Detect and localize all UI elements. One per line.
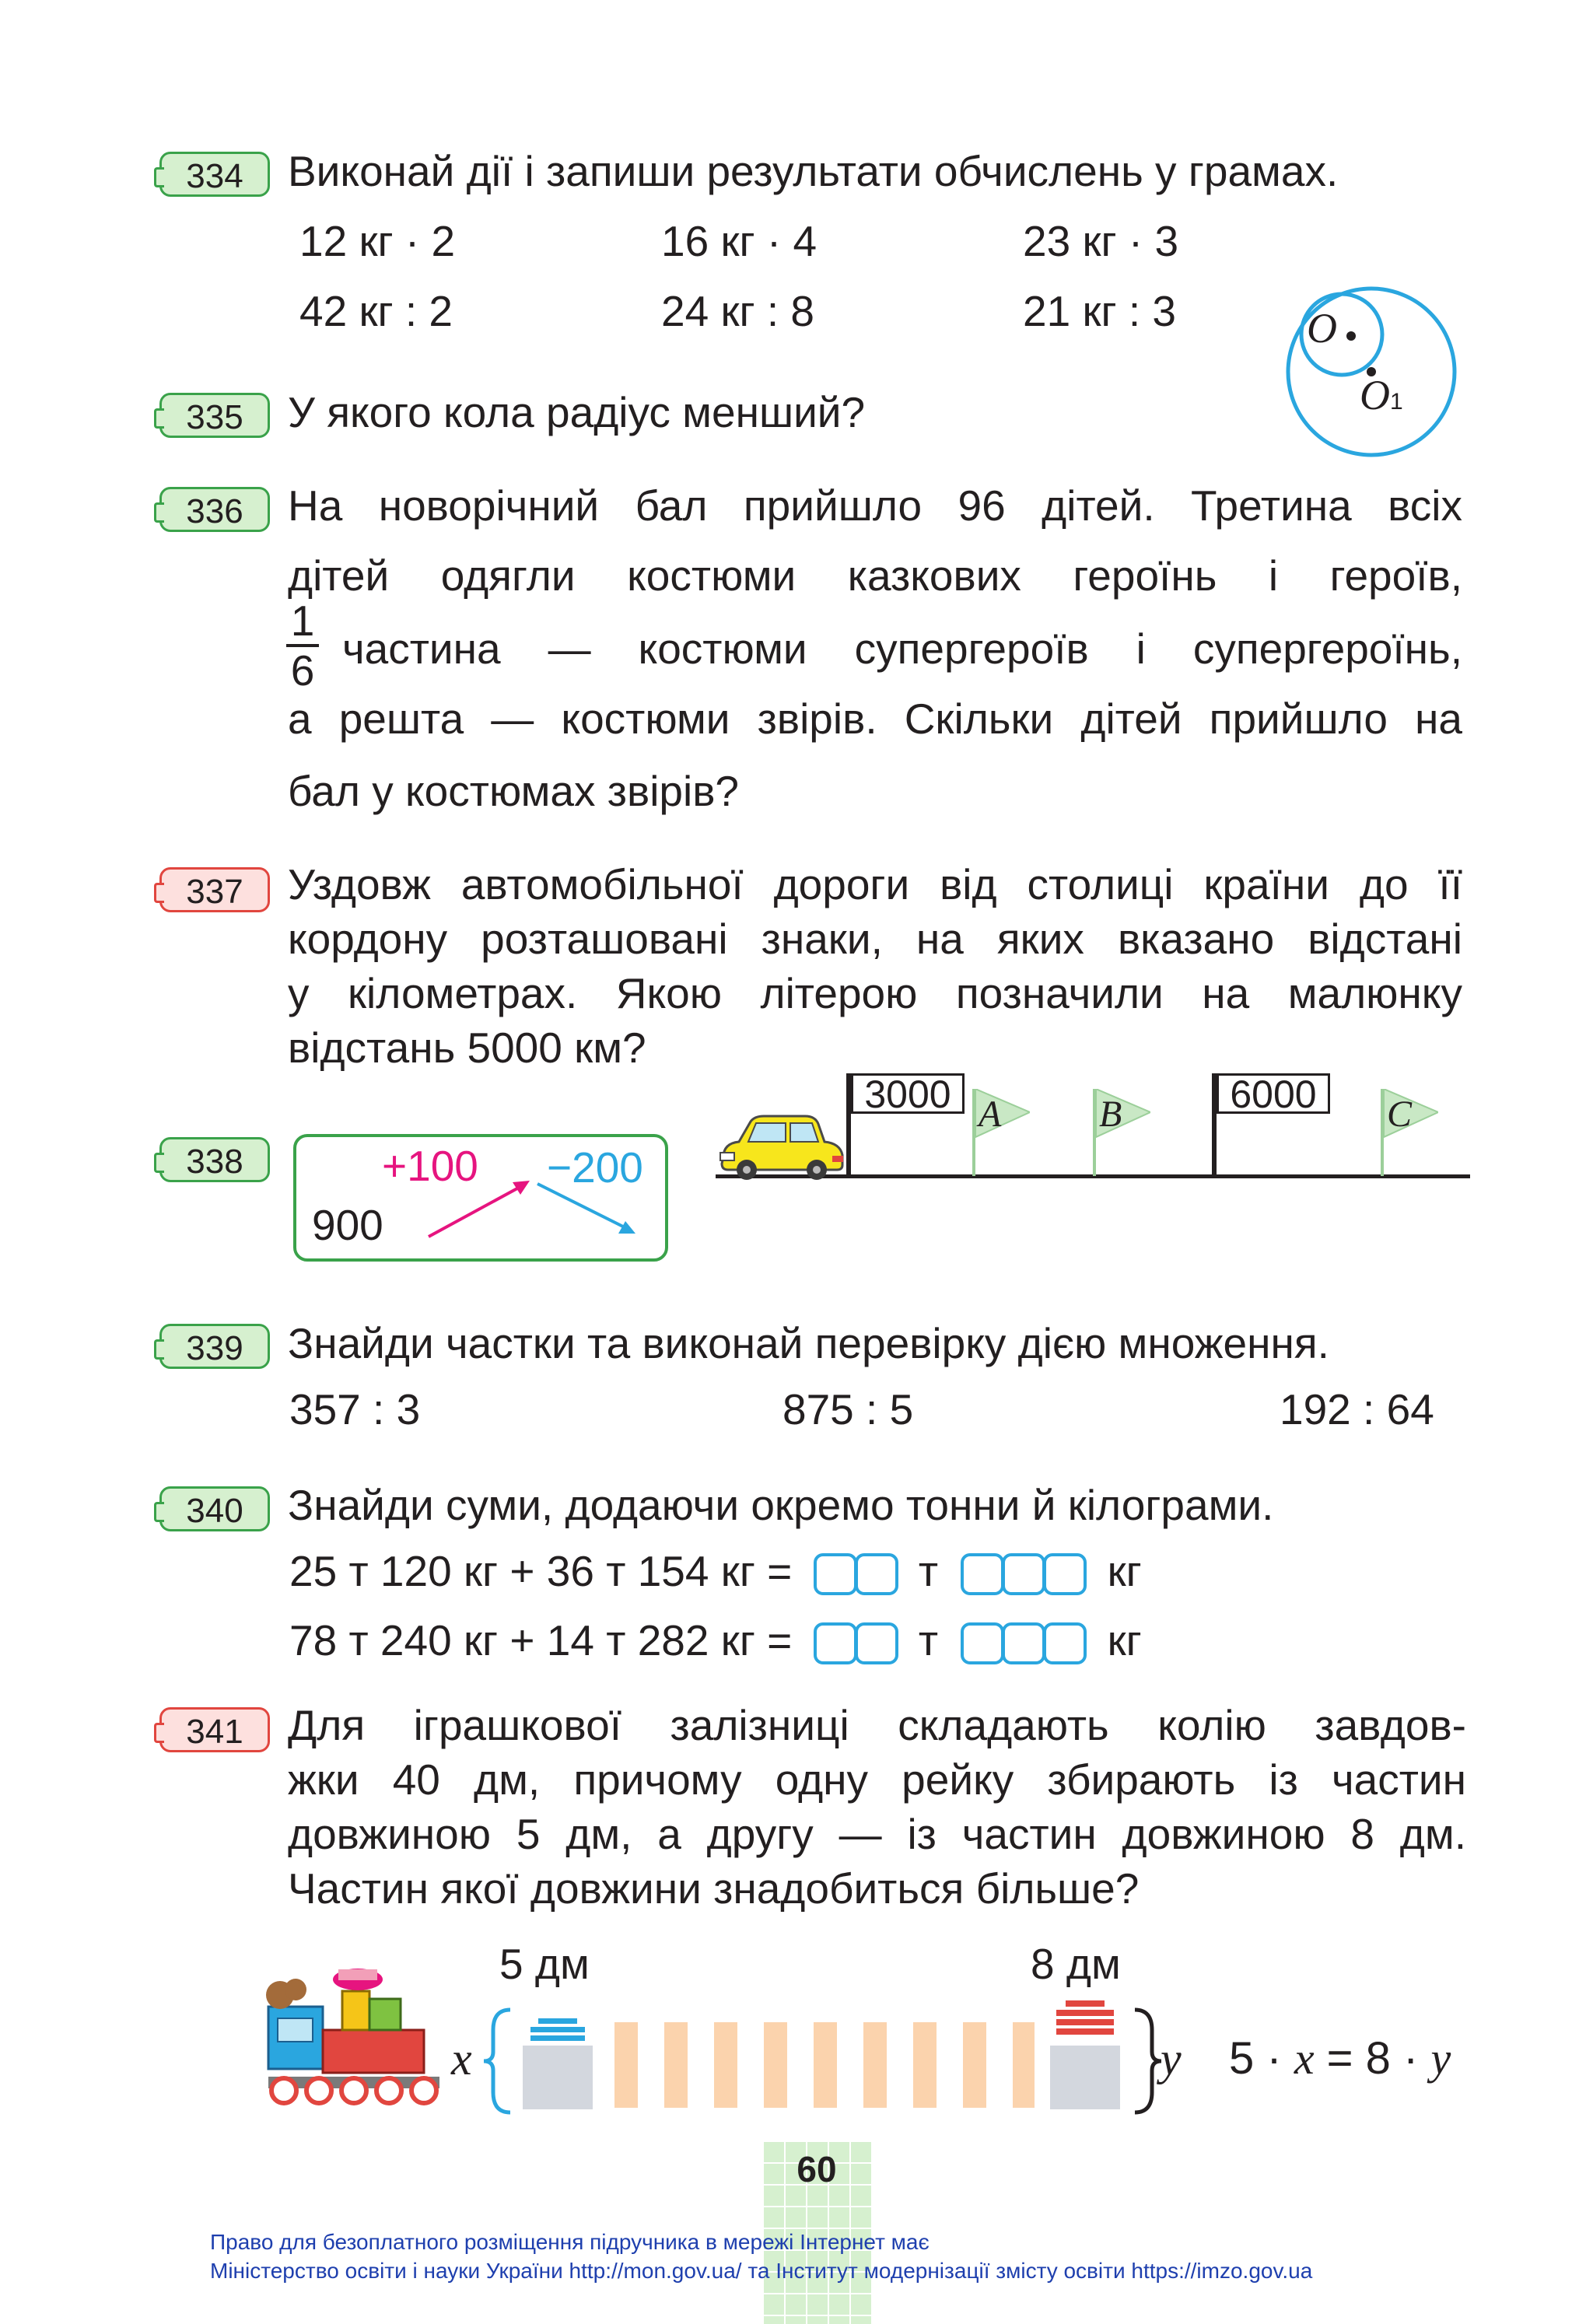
left-brace xyxy=(482,2007,513,2116)
task-number-336: 336 xyxy=(159,487,270,532)
track-block-left xyxy=(523,2046,593,2109)
label-o1-sub: 1 xyxy=(1390,389,1403,415)
sign-3000: 3000 xyxy=(851,1073,965,1114)
eq-x: x xyxy=(1294,2033,1315,2084)
expr-334-2: 16 кг · 4 xyxy=(661,217,818,265)
track-block-right xyxy=(1050,2046,1120,2109)
eq-340-1-text: 25 т 120 кг + 36 т 154 кг = xyxy=(289,1547,793,1595)
unit-kg: кг xyxy=(1107,1547,1142,1595)
unit-kg: кг xyxy=(1107,1616,1142,1664)
fraction-numerator: 1 xyxy=(290,597,315,645)
answer-box[interactable] xyxy=(1002,1553,1045,1595)
label-o1-main: O xyxy=(1360,372,1390,418)
sign-6000: 6000 xyxy=(1217,1073,1330,1114)
eq-340-1 xyxy=(289,1544,1142,1598)
sleeper xyxy=(863,2022,887,2108)
task-336-line3: частина — костюми супергероїв і супергероїнь, xyxy=(342,625,1462,673)
equation-341 xyxy=(1229,2032,1451,2086)
unit-t: т xyxy=(918,1616,939,1664)
sleeper xyxy=(764,2022,787,2108)
chain-arrows xyxy=(296,1137,671,1265)
var-y: y xyxy=(1161,2033,1182,2084)
road-figure xyxy=(716,1073,1470,1182)
answer-box[interactable] xyxy=(961,1553,1004,1595)
footer-line1: Право для безоплатного розміщення підручника в мережі Інтернет має xyxy=(210,2230,930,2254)
length-label-5dm: 5 дм xyxy=(499,1940,590,1988)
page-number: 60 xyxy=(796,2149,837,2189)
task-341-line4: Частин якої довжини знадобиться більше? xyxy=(288,1864,1140,1913)
task-337-line4: відстань 5000 км? xyxy=(288,1024,646,1072)
footer-line2: Міністерство освіти і науки України http://mon.gov.ua/ та Інститут модернізації змісту освіти https://imzo.gov.ua xyxy=(210,2259,1313,2283)
fraction-one-sixth xyxy=(286,597,319,695)
sleeper xyxy=(614,2022,638,2108)
eq-left: 5 · xyxy=(1229,2033,1294,2084)
task-336-line1: На новорічний бал прийшло 96 дітей. Третина всіх xyxy=(288,481,1462,530)
stack-5dm-icon xyxy=(530,2018,585,2043)
expr-339-3: 192 : 64 xyxy=(1280,1385,1434,1433)
task-337-line2: кордону розташовані знаки, на яких вказано відстані xyxy=(288,915,1462,963)
task-336-line4: а решта — костюми звірів. Скільки дітей прийшло на xyxy=(288,695,1462,743)
eq-mid: = 8 · xyxy=(1314,2033,1431,2084)
flag-a-label: A xyxy=(979,1094,1002,1135)
sleeper xyxy=(913,2022,937,2108)
task-number-337: 337 xyxy=(159,867,270,912)
task-337-line1: Уздовж автомобільної дороги від столиці країни до її xyxy=(288,860,1462,908)
task-340-text: Знайди суми, додаючи окремо тонни й кілограми. xyxy=(288,1481,1274,1529)
answer-box[interactable] xyxy=(961,1622,1004,1664)
sleeper xyxy=(664,2022,688,2108)
task-number-335: 335 xyxy=(159,393,270,438)
expr-334-6: 21 кг : 3 xyxy=(1023,287,1177,335)
answer-box[interactable] xyxy=(1043,1622,1087,1664)
length-label-8dm: 8 дм xyxy=(1031,1940,1121,1988)
sleeper xyxy=(714,2022,737,2108)
track-sleepers xyxy=(614,2022,1035,2108)
var-x: x xyxy=(451,2033,472,2084)
task-number-338: 338 xyxy=(159,1137,270,1182)
task-336-line2: дітей одягли костюми казкових героїнь і героїв, xyxy=(288,551,1462,600)
task-341-line1: Для іграшкової залізниці складають колію завдов- xyxy=(288,1701,1466,1749)
expr-334-5: 24 кг : 8 xyxy=(661,287,815,335)
answer-box[interactable] xyxy=(1002,1622,1045,1664)
expr-339-2: 875 : 5 xyxy=(782,1385,914,1433)
sleeper xyxy=(814,2022,837,2108)
label-o1 xyxy=(1360,372,1403,425)
answer-box[interactable] xyxy=(814,1622,857,1664)
task-335-text: У якого кола радіус менший? xyxy=(288,388,866,436)
eq-340-2-text: 78 т 240 кг + 14 т 282 кг = xyxy=(289,1616,793,1664)
chain-box-338 xyxy=(293,1134,668,1262)
eq-y: y xyxy=(1430,2033,1451,2084)
answer-box[interactable] xyxy=(855,1622,898,1664)
task-number-340: 340 xyxy=(159,1486,270,1531)
sleeper xyxy=(1013,2022,1035,2108)
eq-340-2 xyxy=(289,1613,1142,1668)
expr-334-3: 23 кг · 3 xyxy=(1023,217,1179,265)
car-picture xyxy=(716,1112,848,1182)
label-o: O xyxy=(1307,305,1337,352)
flag-c-label: C xyxy=(1387,1094,1413,1135)
unit-t: т xyxy=(918,1547,939,1595)
chain-op1: +100 xyxy=(382,1142,478,1190)
sleeper xyxy=(963,2022,986,2108)
task-number-339: 339 xyxy=(159,1324,270,1369)
task-341-line2: жки 40 дм, причому одну рейку збирають із частин xyxy=(288,1755,1466,1804)
expr-339-1: 357 : 3 xyxy=(289,1385,421,1433)
flag-b-label: B xyxy=(1099,1094,1122,1135)
task-334-text: Виконай дії і запиши результати обчислень у грамах. xyxy=(288,147,1339,195)
answer-box[interactable] xyxy=(1043,1553,1087,1595)
task-337-line3: у кілометрах. Якою літерою позначили на малюнку xyxy=(288,969,1462,1017)
answer-box[interactable] xyxy=(814,1553,857,1595)
toy-train-picture xyxy=(253,1952,447,2108)
task-339-text: Знайди частки та виконай перевірку дією множення. xyxy=(288,1319,1329,1367)
answer-box[interactable] xyxy=(855,1553,898,1595)
chain-op2: −200 xyxy=(547,1143,643,1192)
expr-334-1: 12 кг · 2 xyxy=(299,217,456,265)
task-341-line3: довжиною 5 дм, а другу — із частин довжиною 8 дм. xyxy=(288,1810,1466,1858)
expr-334-4: 42 кг : 2 xyxy=(299,287,453,335)
task-number-341: 341 xyxy=(159,1707,270,1752)
chain-start: 900 xyxy=(312,1201,383,1249)
right-brace xyxy=(1132,2007,1163,2116)
fraction-denominator: 6 xyxy=(290,646,315,695)
stack-8dm-icon xyxy=(1056,2000,1114,2042)
task-336-line5: бал у костюмах звірів? xyxy=(288,767,740,815)
task-number-334: 334 xyxy=(159,152,270,197)
